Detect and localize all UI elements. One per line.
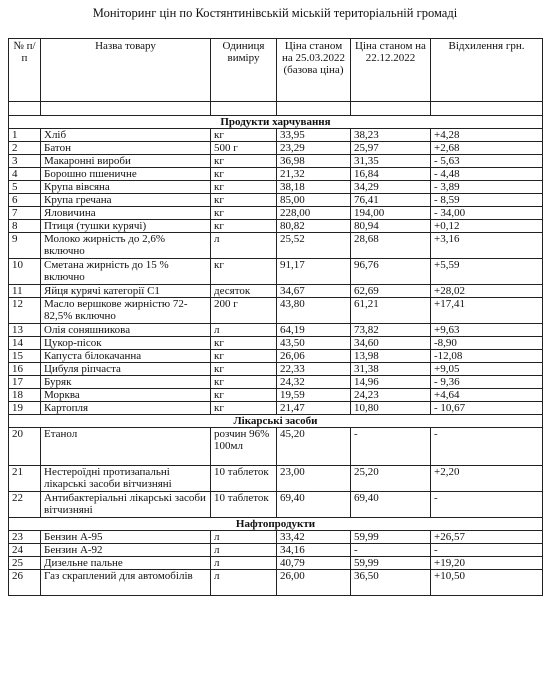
table-row <box>9 544 543 557</box>
unit-cell: 500 г <box>211 142 277 155</box>
base-price: 38,18 <box>277 181 351 194</box>
deviation-cell: - 3,89 <box>431 181 543 194</box>
base-price: 22,33 <box>277 363 351 376</box>
deviation-cell: - 5,63 <box>431 155 543 168</box>
current-price: 73,82 <box>351 324 431 337</box>
base-price: 26,00 <box>277 570 351 596</box>
product-name: Борошно пшеничне <box>41 168 211 181</box>
current-price: - <box>351 544 431 557</box>
current-price: 25,20 <box>351 466 431 492</box>
unit-cell: кг <box>211 259 277 285</box>
unit-cell: л <box>211 324 277 337</box>
product-name: Нестероїдні протизапальні лікарські засоби вітчизняні <box>41 466 211 492</box>
unit-cell: кг <box>211 155 277 168</box>
product-name: Крупа вівсяна <box>41 181 211 194</box>
spacer-cell <box>41 102 211 116</box>
table-row <box>9 466 543 492</box>
deviation-cell: +3,16 <box>431 233 543 259</box>
current-price: 80,94 <box>351 220 431 233</box>
current-price: 76,41 <box>351 194 431 207</box>
unit-cell: кг <box>211 181 277 194</box>
current-price: 59,99 <box>351 531 431 544</box>
table-row <box>9 194 543 207</box>
row-number: 8 <box>9 220 41 233</box>
deviation-cell: +2,20 <box>431 466 543 492</box>
row-number: 26 <box>9 570 41 596</box>
deviation-cell: +4,64 <box>431 389 543 402</box>
unit-cell: кг <box>211 194 277 207</box>
row-number: 10 <box>9 259 41 285</box>
table-row <box>9 259 543 285</box>
unit-cell: кг <box>211 168 277 181</box>
table-header-row <box>9 39 543 102</box>
row-number: 7 <box>9 207 41 220</box>
spacer-cell <box>277 102 351 116</box>
header-name: Назва товару <box>41 39 211 102</box>
document-title: Моніторинг цін по Костянтинівській міській територіальній громаді <box>92 6 458 20</box>
current-price: - <box>351 428 431 466</box>
deviation-cell: +10,50 <box>431 570 543 596</box>
header-price-base: Ціна станом на 25.03.2022 (базова ціна) <box>277 39 351 102</box>
table-row <box>9 337 543 350</box>
deviation-cell: +17,41 <box>431 298 543 324</box>
table-row <box>9 376 543 389</box>
table-body <box>9 102 543 596</box>
product-name: Крупа гречана <box>41 194 211 207</box>
base-price: 64,19 <box>277 324 351 337</box>
deviation-cell: - 34,00 <box>431 207 543 220</box>
current-price: 13,98 <box>351 350 431 363</box>
product-name: Олія соняшникова <box>41 324 211 337</box>
deviation-cell: - 10,67 <box>431 402 543 415</box>
header-num: № п/п <box>9 39 41 102</box>
table-row <box>9 207 543 220</box>
product-name: Антибактеріальні лікарські засоби вітчизняні <box>41 492 211 518</box>
product-name: Масло вершкове жирністю 72-82,5% включно <box>41 298 211 324</box>
spacer-cell <box>431 102 543 116</box>
section-row <box>9 116 543 129</box>
base-price: 19,59 <box>277 389 351 402</box>
deviation-cell: +28,02 <box>431 285 543 298</box>
section-row <box>9 415 543 428</box>
price-table <box>8 38 543 596</box>
product-name: Сметана жирність до 15 % включно <box>41 259 211 285</box>
base-price: 43,80 <box>277 298 351 324</box>
table-row <box>9 155 543 168</box>
unit-cell: кг <box>211 350 277 363</box>
header-unit: Одиниця виміру <box>211 39 277 102</box>
table-row <box>9 129 543 142</box>
base-price: 228,00 <box>277 207 351 220</box>
table-row <box>9 570 543 596</box>
base-price: 40,79 <box>277 557 351 570</box>
row-number: 21 <box>9 466 41 492</box>
table-row <box>9 220 543 233</box>
deviation-cell: +0,12 <box>431 220 543 233</box>
unit-cell: кг <box>211 389 277 402</box>
table-row <box>9 557 543 570</box>
base-price: 26,06 <box>277 350 351 363</box>
deviation-cell: - 9,36 <box>431 376 543 389</box>
row-number: 5 <box>9 181 41 194</box>
table-row <box>9 285 543 298</box>
base-price: 43,50 <box>277 337 351 350</box>
current-price: 14,96 <box>351 376 431 389</box>
base-price: 69,40 <box>277 492 351 518</box>
spacer-cell <box>211 102 277 116</box>
product-name: Молоко жирність до 2,6% включно <box>41 233 211 259</box>
current-price: 34,60 <box>351 337 431 350</box>
row-number: 23 <box>9 531 41 544</box>
base-price: 91,17 <box>277 259 351 285</box>
base-price: 80,82 <box>277 220 351 233</box>
row-number: 1 <box>9 129 41 142</box>
row-number: 14 <box>9 337 41 350</box>
product-name: Яловичина <box>41 207 211 220</box>
current-price: 16,84 <box>351 168 431 181</box>
section-row <box>9 518 543 531</box>
row-number: 6 <box>9 194 41 207</box>
base-price: 21,32 <box>277 168 351 181</box>
base-price: 36,98 <box>277 155 351 168</box>
current-price: 62,69 <box>351 285 431 298</box>
header-price-current: Ціна станом на 22.12.2022 <box>351 39 431 102</box>
deviation-cell: +5,59 <box>431 259 543 285</box>
unit-cell: кг <box>211 376 277 389</box>
product-name: Макаронні вироби <box>41 155 211 168</box>
table-row <box>9 298 543 324</box>
current-price: 194,00 <box>351 207 431 220</box>
deviation-cell: - 8,59 <box>431 194 543 207</box>
section-title: Нафтопродукти <box>9 518 543 531</box>
base-price: 24,32 <box>277 376 351 389</box>
table-row <box>9 389 543 402</box>
deviation-cell: +26,57 <box>431 531 543 544</box>
current-price: 24,23 <box>351 389 431 402</box>
product-name: Цукор-пісок <box>41 337 211 350</box>
current-price: 59,99 <box>351 557 431 570</box>
deviation-cell: +9,05 <box>431 363 543 376</box>
current-price: 34,29 <box>351 181 431 194</box>
current-price: 61,21 <box>351 298 431 324</box>
unit-cell: л <box>211 557 277 570</box>
unit-cell: л <box>211 544 277 557</box>
row-number: 12 <box>9 298 41 324</box>
product-name: Хліб <box>41 129 211 142</box>
current-price: 31,35 <box>351 155 431 168</box>
unit-cell: десяток <box>211 285 277 298</box>
table-row <box>9 363 543 376</box>
product-name: Картопля <box>41 402 211 415</box>
base-price: 21,47 <box>277 402 351 415</box>
deviation-cell: +4,28 <box>431 129 543 142</box>
product-name: Батон <box>41 142 211 155</box>
unit-cell: розчин 96% 100мл <box>211 428 277 466</box>
header-deviation: Відхилення грн. <box>431 39 543 102</box>
product-name: Капуста білокачанна <box>41 350 211 363</box>
current-price: 28,68 <box>351 233 431 259</box>
table-row <box>9 324 543 337</box>
row-number: 24 <box>9 544 41 557</box>
section-title: Лікарські засоби <box>9 415 543 428</box>
spacer-row <box>9 102 543 116</box>
product-name: Цибуля ріпчаста <box>41 363 211 376</box>
unit-cell: кг <box>211 129 277 142</box>
current-price: 96,76 <box>351 259 431 285</box>
base-price: 23,00 <box>277 466 351 492</box>
product-name: Буряк <box>41 376 211 389</box>
current-price: 10,80 <box>351 402 431 415</box>
product-name: Дизельне пальне <box>41 557 211 570</box>
deviation-cell: - <box>431 492 543 518</box>
table-row <box>9 181 543 194</box>
product-name: Птиця (тушки курячі) <box>41 220 211 233</box>
current-price: 36,50 <box>351 570 431 596</box>
deviation-cell: +2,68 <box>431 142 543 155</box>
unit-cell: л <box>211 233 277 259</box>
row-number: 15 <box>9 350 41 363</box>
product-name: Бензин А-92 <box>41 544 211 557</box>
base-price: 33,42 <box>277 531 351 544</box>
unit-cell: л <box>211 570 277 596</box>
current-price: 38,23 <box>351 129 431 142</box>
row-number: 3 <box>9 155 41 168</box>
unit-cell: кг <box>211 220 277 233</box>
table-row <box>9 168 543 181</box>
product-name: Етанол <box>41 428 211 466</box>
base-price: 34,16 <box>277 544 351 557</box>
deviation-cell: - 4,48 <box>431 168 543 181</box>
current-price: 25,97 <box>351 142 431 155</box>
base-price: 45,20 <box>277 428 351 466</box>
product-name: Морква <box>41 389 211 402</box>
deviation-cell: +9,63 <box>431 324 543 337</box>
base-price: 85,00 <box>277 194 351 207</box>
deviation-cell: -12,08 <box>431 350 543 363</box>
unit-cell: 10 таблеток <box>211 492 277 518</box>
unit-cell: кг <box>211 207 277 220</box>
row-number: 17 <box>9 376 41 389</box>
unit-cell: 10 таблеток <box>211 466 277 492</box>
row-number: 9 <box>9 233 41 259</box>
table-row <box>9 402 543 415</box>
deviation-cell: -8,90 <box>431 337 543 350</box>
base-price: 33,95 <box>277 129 351 142</box>
row-number: 13 <box>9 324 41 337</box>
product-name: Бензин А-95 <box>41 531 211 544</box>
table-row <box>9 492 543 518</box>
current-price: 31,38 <box>351 363 431 376</box>
row-number: 20 <box>9 428 41 466</box>
table-row <box>9 350 543 363</box>
row-number: 16 <box>9 363 41 376</box>
deviation-cell: - <box>431 428 543 466</box>
unit-cell: кг <box>211 363 277 376</box>
unit-cell: кг <box>211 337 277 350</box>
base-price: 23,29 <box>277 142 351 155</box>
product-name: Яйця курячі категорії С1 <box>41 285 211 298</box>
row-number: 4 <box>9 168 41 181</box>
row-number: 19 <box>9 402 41 415</box>
section-title: Продукти харчування <box>9 116 543 129</box>
spacer-cell <box>351 102 431 116</box>
row-number: 11 <box>9 285 41 298</box>
row-number: 18 <box>9 389 41 402</box>
base-price: 25,52 <box>277 233 351 259</box>
row-number: 25 <box>9 557 41 570</box>
table-row <box>9 531 543 544</box>
table-row <box>9 142 543 155</box>
row-number: 2 <box>9 142 41 155</box>
base-price: 34,67 <box>277 285 351 298</box>
table-row <box>9 428 543 466</box>
table-row <box>9 233 543 259</box>
unit-cell: кг <box>211 402 277 415</box>
row-number: 22 <box>9 492 41 518</box>
product-name: Газ скраплений для автомобілів <box>41 570 211 596</box>
deviation-cell: +19,20 <box>431 557 543 570</box>
current-price: 69,40 <box>351 492 431 518</box>
unit-cell: 200 г <box>211 298 277 324</box>
deviation-cell: - <box>431 544 543 557</box>
unit-cell: л <box>211 531 277 544</box>
spacer-cell <box>9 102 41 116</box>
